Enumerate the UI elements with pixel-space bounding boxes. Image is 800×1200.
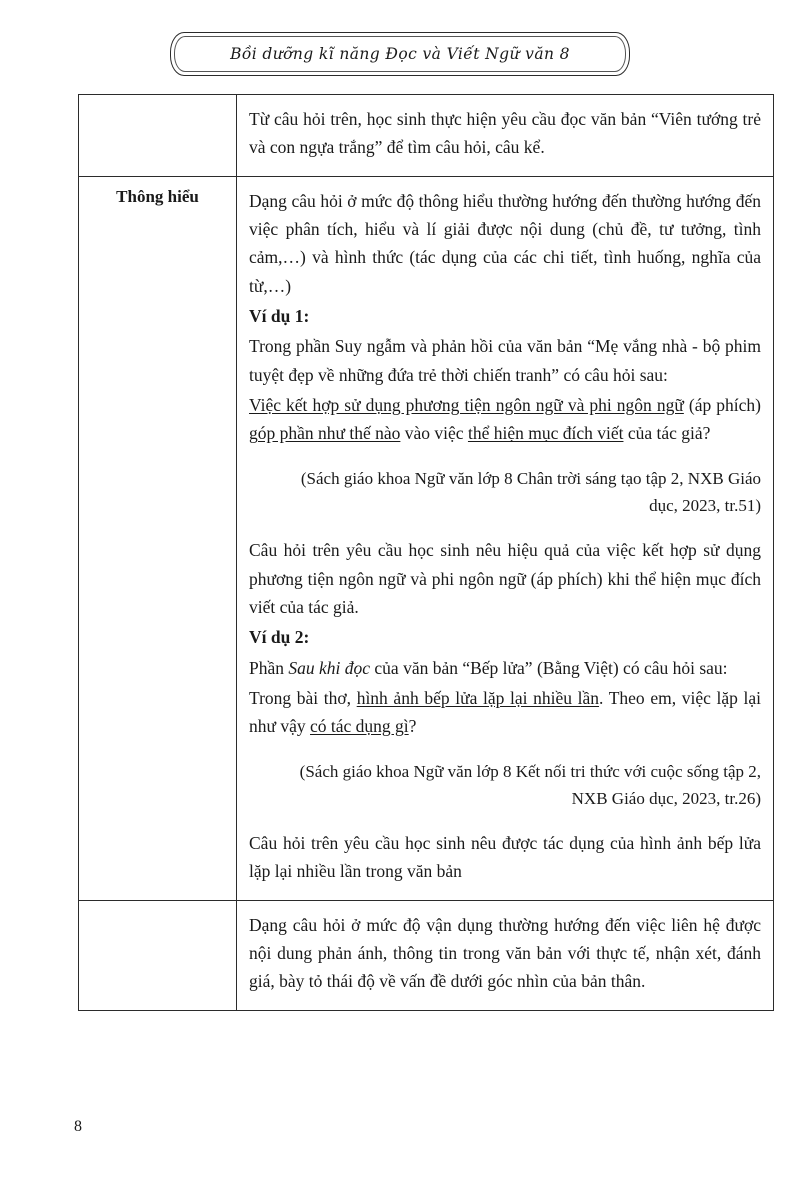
question-segment: vào việc bbox=[400, 423, 468, 444]
question-segment: . Theo em, việc lặp lại như vậy bbox=[249, 687, 761, 737]
source-citation-1: (Sách giáo khoa Ngữ văn lớp 8 Chân trời sáng tạo tập 2, NXB Giáo dục, 2023, tr.51) bbox=[300, 468, 761, 515]
paragraph: Trong phần Suy ngẫm và phản hồi của văn bản “Mẹ vắng nhà - bộ phim tuyệt đẹp về những đứa trẻ thời chiến tranh” có câu hỏi sau: bbox=[249, 336, 761, 385]
quoted-question-2 bbox=[249, 684, 761, 741]
paragraph: Câu hỏi trên yêu cầu học sinh nêu hiệu quả của việc kết hợp sử dụng phương tiện ngôn ngữ và phi ngôn ngữ (áp phích) khi thể hiện mục đích viết của tác giả. bbox=[249, 540, 761, 617]
row-label-cell bbox=[79, 900, 237, 1010]
question-underlined-segment: thể hiện mục đích viết bbox=[467, 423, 624, 444]
row-label-cell: Thông hiểu bbox=[79, 176, 237, 900]
page-header bbox=[170, 32, 630, 76]
paragraph: Câu hỏi trên yêu cầu học sinh nêu được tác dụng của hình ảnh bếp lửa lặp lại nhiều lần trong văn bản bbox=[249, 832, 761, 882]
row-body-cell bbox=[237, 900, 774, 1010]
question-segment: ? bbox=[408, 716, 417, 737]
paragraph: Dạng câu hỏi ở mức độ vận dụng thường hướng đến việc liên hệ được nội dung phản ánh, thông tin trong văn bản với thực tế, nhận xét, đánh giá, bày tỏ thái độ về vấn đề dưới góc nhìn của bản thân. bbox=[249, 914, 761, 992]
table-row bbox=[79, 900, 774, 1010]
question-segment: của tác giả? bbox=[623, 423, 711, 444]
row-body-cell bbox=[237, 176, 774, 900]
page-number: 8 bbox=[74, 1118, 82, 1135]
question-segment: Trong bài thơ, bbox=[249, 687, 357, 708]
question-segment: của văn bản “Bếp lửa” (Bằng Việt) có câu hỏi sau: bbox=[370, 657, 728, 678]
question-underlined-segment: Việc kết hợp sử dụng phương tiện ngôn ngữ và phi ngôn ngữ bbox=[249, 395, 684, 416]
question-underlined-segment: có tác dụng gì bbox=[310, 716, 409, 737]
source-citation-2: (Sách giáo khoa Ngữ văn lớp 8 Kết nối tri thức với cuộc sống tập 2, NXB Giáo dục, 2023, tr.26) bbox=[299, 761, 761, 808]
content-table-wrapper bbox=[78, 94, 761, 1011]
question-underlined-segment: hình ảnh bếp lửa lặp lại nhiều lần bbox=[356, 687, 600, 708]
example-heading-2: Ví dụ 2: bbox=[249, 627, 310, 648]
content-table bbox=[78, 94, 774, 1011]
example-heading-1: Ví dụ 1: bbox=[249, 306, 310, 327]
table-row bbox=[79, 176, 774, 900]
quoted-question-1 bbox=[249, 391, 761, 448]
paragraph: Dạng câu hỏi ở mức độ thông hiểu thường hướng đến thường hướng đến việc phân tích, hiểu và lí giải được nội dung (chủ đề, tư tưởng, tình cảm,…) và hình thức (tác dụng của các chi tiết, tình huống, nghĩa của từ,…) bbox=[249, 190, 761, 296]
row-label-cell bbox=[79, 95, 237, 177]
header-title: Bồi dưỡng kĩ năng Đọc và Viết Ngữ văn 8 bbox=[230, 45, 570, 63]
paragraph: Từ câu hỏi trên, học sinh thực hiện yêu cầu đọc văn bản “Viên tướng trẻ và con ngựa trắng” để tìm câu hỏi, câu kể. bbox=[249, 109, 761, 158]
quoted-question-2-intro bbox=[249, 654, 761, 682]
question-segment: Phần bbox=[249, 657, 289, 678]
row-body-cell bbox=[237, 95, 774, 177]
table-row bbox=[79, 95, 774, 177]
question-italic-segment: Sau khi đọc bbox=[288, 657, 371, 678]
question-underlined-segment: góp phần như thế nào bbox=[249, 423, 401, 444]
question-segment: (áp phích) bbox=[683, 395, 761, 416]
